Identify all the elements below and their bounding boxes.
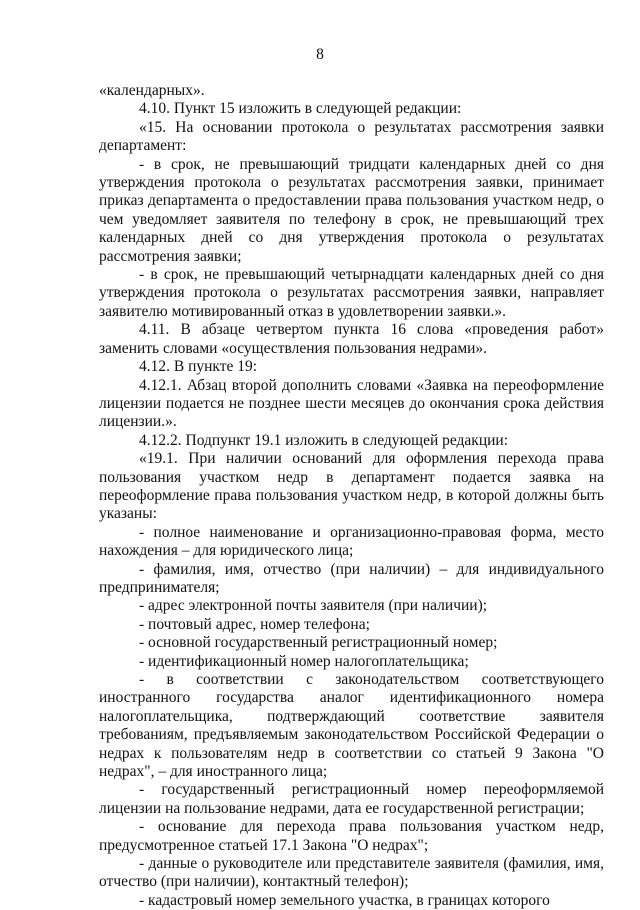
paragraph-clause-15-bullet-2: - в срок, не превышающий четырнадцати календарных дней со дня утверждения протокола о результатах рассмотрения заявки, направляет заявителю мотивированный отказ в удовлетворении заявки.». <box>99 266 604 320</box>
paragraph-item-4-12-1: 4.12.1. Абзац второй дополнить словами «Заявка на переоформление лицензии подается не позднее шести месяцев до окончания срока действия лицензии.». <box>99 376 604 431</box>
list-item-entrepreneur: - фамилия, имя, отчество (при наличии) – для индивидуального предпринимателя; <box>99 560 604 596</box>
paragraph-item-4-11: 4.11. В абзаце четвертом пункта 16 слова «проведения работ» заменить словами «осуществления пользования недрами». <box>99 321 604 357</box>
paragraph-item-4-10: 4.10. Пункт 15 изложить в следующей редакции: <box>139 100 462 118</box>
list-item-email: - адрес электронной почты заявителя (при наличии); <box>139 597 488 615</box>
paragraph-clause-15-bullet-1: - в срок, не превышающий тридцати календарных дней со дня утверждения протокола о результатах рассмотрения заявки, принимает приказ департамента о предоставлении права пользования участком недр, о чем уведомляет заявителя по телефону в срок, не превышающий трех календарных дней со дня утверждения протокола о результатах рассмотрения заявки; <box>99 155 604 265</box>
list-item-cadastral-number: - кадастровый номер земельного участка, в границах которого <box>139 891 550 909</box>
list-item-foreign-entity: - в соответствии с законодательством соответствующего иностранного государства аналог идентификационного номера налогоплательщика, подтверждающий соответствие заявителя требованиям, предъявляемым законодательством Российской Федерации о недрах к пользователям недр в соответствии со статьей 9 Закона "О недрах", – для иностранного лица; <box>99 671 604 781</box>
paragraph-continuation: «календарных». <box>99 82 205 99</box>
paragraph-item-4-12-2: 4.12.2. Подпункт 19.1 изложить в следующей редакции: <box>139 431 509 449</box>
list-item-legal-entity: - полное наименование и организационно-правовая форма, место нахождения – для юридического лица; <box>99 523 604 560</box>
document-body <box>99 82 604 910</box>
paragraph-clause-15: «15. На основании протокола о результатах рассмотрения заявки департамент: <box>99 118 604 155</box>
paragraph-item-4-12: 4.12. В пункте 19: <box>139 358 258 376</box>
list-item-representative: - данные о руководителе или представителе заявителя (фамилия, имя, отчество (при наличии), контактный телефон); <box>99 855 604 891</box>
list-item-transfer-basis: - основание для перехода права пользования участком недр, предусмотренное статьей 17.1 Закона "О недрах"; <box>99 818 604 854</box>
list-item-ogrn: - основной государственный регистрационный номер; <box>139 634 498 652</box>
list-item-postal-address: - почтовый адрес, номер телефона; <box>139 615 370 633</box>
page-number: 8 <box>316 46 324 63</box>
list-item-inn: - идентификационный номер налогоплательщика; <box>139 652 469 670</box>
paragraph-clause-19-1: «19.1. При наличии оснований для оформления перехода права пользования участком недр в департамент подается заявка на переоформление права пользования участком недр, в которой должны быть указаны: <box>99 450 604 523</box>
list-item-license-number: - государственный регистрационный номер переоформляемой лицензии на пользование недрами, дата ее государственной регистрации; <box>99 781 604 817</box>
